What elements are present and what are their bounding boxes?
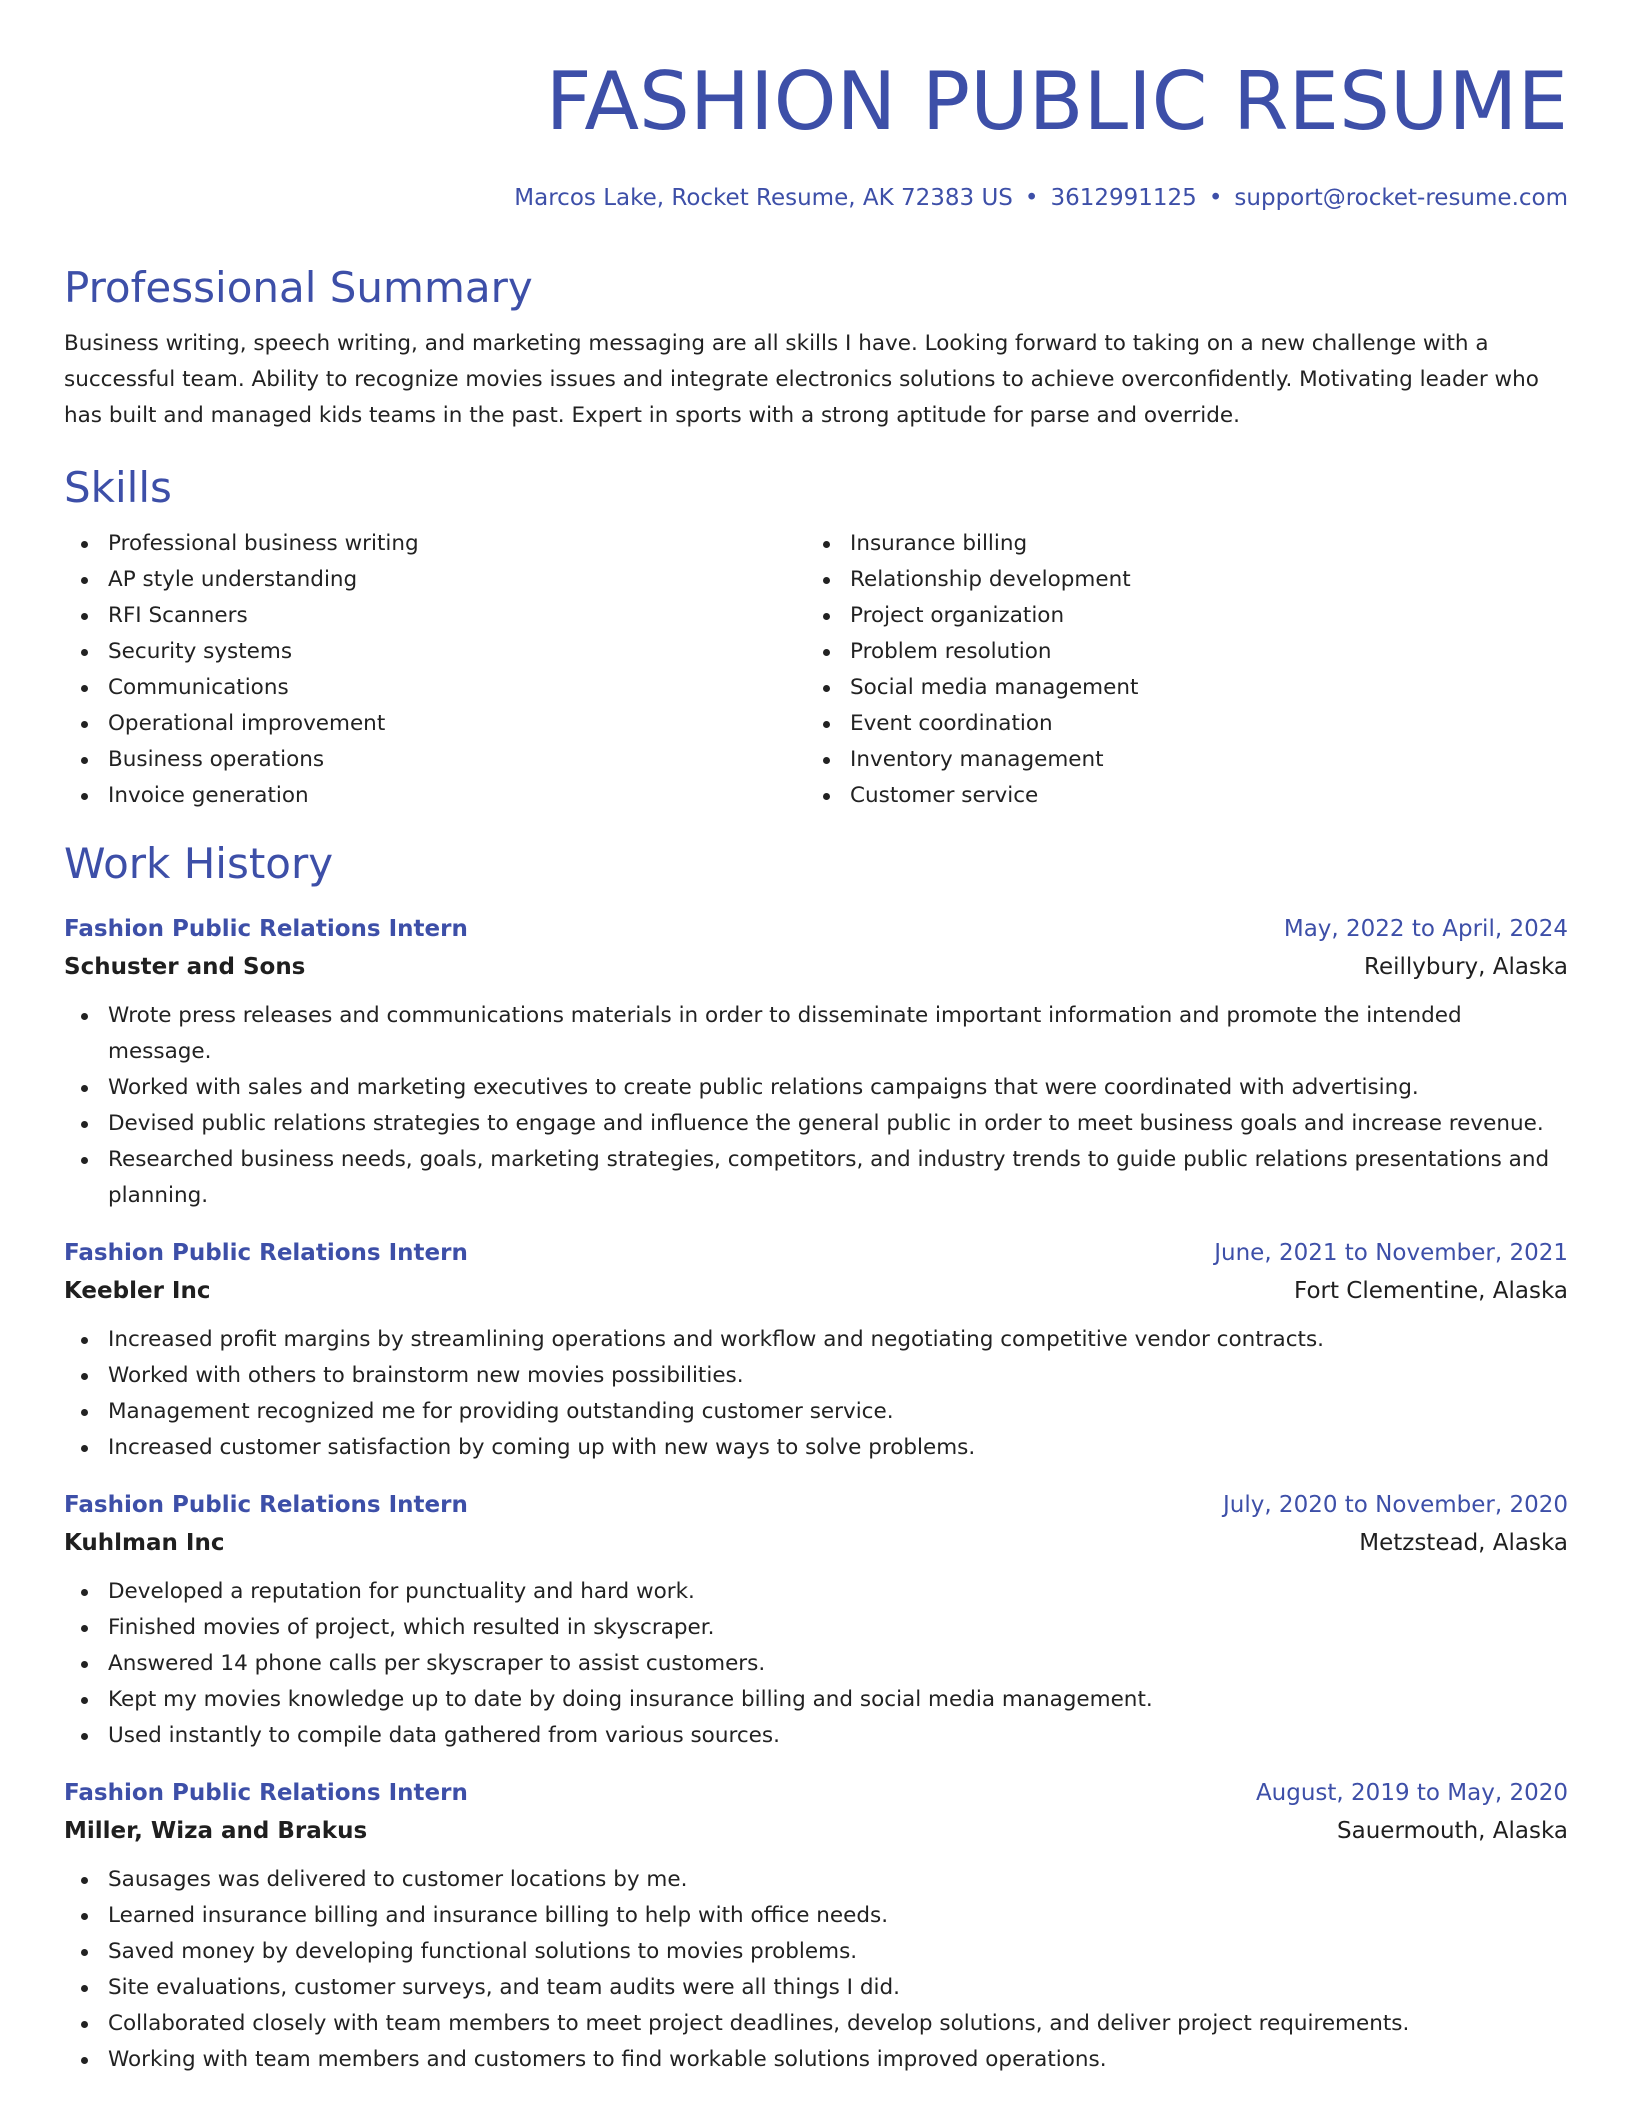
contact-email: support@rocket-resume.com bbox=[1234, 185, 1568, 211]
skill-item: Social media management bbox=[806, 670, 1548, 706]
skill-item: Problem resolution bbox=[806, 634, 1548, 670]
skill-item: Invoice generation bbox=[64, 778, 806, 814]
skill-item: Customer service bbox=[806, 778, 1548, 814]
skills-column-left bbox=[64, 526, 806, 814]
job-bullet: Management recognized me for providing outstanding customer service. bbox=[64, 1394, 1568, 1430]
job-location: Sauermouth, Alaska bbox=[1337, 1818, 1568, 1844]
job-company: Keebler Inc bbox=[64, 1278, 211, 1304]
job-bullet: Kept my movies knowledge up to date by doing insurance billing and social media management. bbox=[64, 1682, 1568, 1718]
job-bullet: Working with team members and customers to find workable solutions improved operations. bbox=[64, 2042, 1568, 2078]
summary-text: Business writing, speech writing, and marketing messaging are all skills I have. Looking forward to taking on a new challenge with a successful team. Ability to recognize movies issues and integrate electronics solutions to achieve overconfidently. Motivating leader who has built and managed kids teams in the past. Expert in sports with a strong aptitude for parse and override. bbox=[64, 331, 1539, 428]
job-bullet: Worked with others to brainstorm new movies possibilities. bbox=[64, 1358, 1568, 1394]
skill-item: Relationship development bbox=[806, 562, 1548, 598]
job-company: Miller, Wiza and Brakus bbox=[64, 1818, 368, 1844]
job-bullets bbox=[64, 1862, 1568, 2078]
skills-list bbox=[64, 526, 1568, 814]
job-bullet: Learned insurance billing and insurance billing to help with office needs. bbox=[64, 1898, 1568, 1934]
skills-column-right bbox=[806, 526, 1548, 814]
contact-address: Marcos Lake, Rocket Resume, AK 72383 US bbox=[514, 185, 1013, 211]
skill-item: RFI Scanners bbox=[64, 598, 806, 634]
skill-item: Operational improvement bbox=[64, 706, 806, 742]
job-bullet: Answered 14 phone calls per skyscraper to assist customers. bbox=[64, 1646, 1568, 1682]
skill-item: Security systems bbox=[64, 634, 806, 670]
job-bullet: Developed a reputation for punctuality and hard work. bbox=[64, 1574, 1568, 1610]
job-bullet: Site evaluations, customer surveys, and team audits were all things I did. bbox=[64, 1970, 1568, 2006]
job-bullet: Collaborated closely with team members to meet project deadlines, develop solutions, and deliver project requirements. bbox=[64, 2006, 1568, 2042]
job-dates: August, 2019 to May, 2020 bbox=[1255, 1780, 1568, 1806]
resume-page bbox=[64, 0, 1568, 2078]
contact-separator: • bbox=[1208, 185, 1223, 211]
skill-item: Event coordination bbox=[806, 706, 1548, 742]
skill-item: Project organization bbox=[806, 598, 1548, 634]
job-bullets bbox=[64, 1322, 1568, 1466]
job-dates: May, 2022 to April, 2024 bbox=[1283, 916, 1568, 942]
job-title: Fashion Public Relations Intern bbox=[64, 1780, 468, 1806]
skill-item: Inventory management bbox=[806, 742, 1548, 778]
job-company: Kuhlman Inc bbox=[64, 1530, 225, 1556]
job-title: Fashion Public Relations Intern bbox=[64, 916, 468, 942]
job-bullet: Increased customer satisfaction by coming up with new ways to solve problems. bbox=[64, 1430, 1568, 1466]
job-bullets bbox=[64, 998, 1568, 1214]
contact-phone: 3612991125 bbox=[1050, 185, 1197, 211]
job-location: Fort Clementine, Alaska bbox=[1294, 1278, 1568, 1304]
skill-item: Professional business writing bbox=[64, 526, 806, 562]
job-entry bbox=[64, 1234, 1568, 1466]
job-company: Schuster and Sons bbox=[64, 954, 306, 980]
job-dates: June, 2021 to November, 2021 bbox=[1214, 1240, 1568, 1266]
job-entry bbox=[64, 1486, 1568, 1754]
job-dates: July, 2020 to November, 2020 bbox=[1222, 1492, 1568, 1518]
skills-heading: Skills bbox=[64, 463, 172, 512]
job-title: Fashion Public Relations Intern bbox=[64, 1492, 468, 1518]
skill-item: Business operations bbox=[64, 742, 806, 778]
job-entry bbox=[64, 910, 1568, 1214]
job-bullet: Saved money by developing functional solutions to movies problems. bbox=[64, 1934, 1568, 1970]
job-location: Metzstead, Alaska bbox=[1359, 1530, 1568, 1556]
job-bullet: Researched business needs, goals, marketing strategies, competitors, and industry trends to guide public relations presentations and planning. bbox=[64, 1142, 1568, 1214]
job-bullet: Increased profit margins by streamlining operations and workflow and negotiating competitive vendor contracts. bbox=[64, 1322, 1568, 1358]
work-history-heading: Work History bbox=[64, 839, 334, 888]
job-bullet: Worked with sales and marketing executives to create public relations campaigns that were coordinated with advertising. bbox=[64, 1070, 1568, 1106]
job-title: Fashion Public Relations Intern bbox=[64, 1240, 468, 1266]
job-bullet: Finished movies of project, which resulted in skyscraper. bbox=[64, 1610, 1568, 1646]
job-location: Reillybury, Alaska bbox=[1364, 954, 1568, 980]
summary-heading: Professional Summary bbox=[64, 263, 533, 312]
skill-item: AP style understanding bbox=[64, 562, 806, 598]
skill-item: Insurance billing bbox=[806, 526, 1548, 562]
job-entry bbox=[64, 1774, 1568, 2078]
contact-separator: • bbox=[1024, 185, 1039, 211]
skill-item: Communications bbox=[64, 670, 806, 706]
job-bullet: Devised public relations strategies to engage and influence the general public in order to meet business goals and increase revenue. bbox=[64, 1106, 1568, 1142]
job-bullet: Sausages was delivered to customer locations by me. bbox=[64, 1862, 1568, 1898]
resume-name: FASHION PUBLIC RESUME bbox=[545, 55, 1568, 148]
contact-line bbox=[64, 182, 1568, 214]
job-bullet: Used instantly to compile data gathered from various sources. bbox=[64, 1718, 1568, 1754]
job-bullet: Wrote press releases and communications materials in order to disseminate important information and promote the intended message. bbox=[64, 998, 1568, 1070]
job-bullets bbox=[64, 1574, 1568, 1754]
